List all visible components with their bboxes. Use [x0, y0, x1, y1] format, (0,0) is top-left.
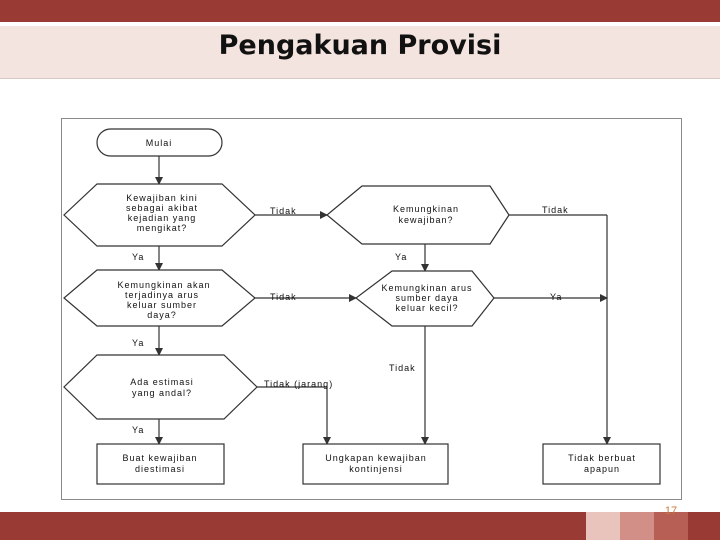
start-label: Mulai — [145, 138, 173, 148]
decision-probable-outflow — [64, 270, 255, 326]
label-ya: Ya — [132, 252, 145, 262]
outcome-do-nothing — [543, 444, 660, 484]
flowchart — [62, 119, 681, 499]
svg-text:Ungkapan kewajiban: Ungkapan kewajiban — [325, 453, 427, 463]
decision-reliable-estimate — [64, 355, 257, 419]
label-tidak: Tidak — [270, 206, 297, 216]
svg-text:kejadian yang: kejadian yang — [127, 213, 197, 223]
svg-text:Tidak berbuat: Tidak berbuat — [568, 453, 636, 463]
svg-text:Kewajiban kini: Kewajiban kini — [126, 193, 198, 203]
svg-text:diestimasi: diestimasi — [134, 464, 186, 474]
svg-text:terjadinya arus: terjadinya arus — [124, 290, 200, 300]
label-ya: Ya — [395, 252, 408, 262]
outcome-recognize-provision — [97, 444, 224, 484]
svg-text:Buat kewajiban: Buat kewajiban — [122, 453, 198, 463]
outcome-disclose-contingent-liability — [303, 444, 448, 484]
start-node — [97, 129, 222, 156]
svg-text:keluar kecil?: keluar kecil? — [395, 303, 459, 313]
svg-text:sebagai akibat: sebagai akibat — [125, 203, 199, 213]
label-tidak: Tidak — [542, 205, 569, 215]
label-tidak: Tidak — [270, 292, 297, 302]
flowchart-frame — [61, 118, 682, 500]
svg-text:kontinjensi: kontinjensi — [349, 464, 403, 474]
footer-square — [586, 512, 620, 540]
slide-title: Pengakuan Provisi — [218, 30, 502, 61]
decision-remote-outflow — [356, 271, 494, 326]
decision-possible-obligation — [327, 186, 509, 244]
label-ya: Ya — [132, 425, 145, 435]
label-ya: Ya — [132, 338, 145, 348]
svg-text:yang andal?: yang andal? — [131, 388, 193, 398]
svg-text:apapun: apapun — [583, 464, 621, 474]
footer-square — [620, 512, 654, 540]
label-ya: Ya — [550, 292, 563, 302]
svg-text:keluar sumber: keluar sumber — [126, 300, 198, 310]
page-number: 17 — [664, 505, 678, 517]
svg-text:daya?: daya? — [147, 310, 177, 320]
label-tidak-jarang: Tidak (jarang) — [264, 379, 334, 389]
footer-square — [688, 512, 720, 540]
label-tidak: Tidak — [389, 363, 416, 373]
svg-text:Kemungkinan: Kemungkinan — [392, 204, 460, 214]
svg-text:Kemungkinan arus: Kemungkinan arus — [381, 283, 473, 293]
svg-text:mengikat?: mengikat? — [136, 223, 188, 233]
svg-text:Ada estimasi: Ada estimasi — [130, 377, 194, 387]
decision-present-obligation — [64, 184, 255, 246]
top-accent-bar — [0, 0, 720, 22]
svg-text:kewajiban?: kewajiban? — [398, 215, 454, 225]
svg-text:Kemungkinan akan: Kemungkinan akan — [117, 280, 211, 290]
svg-text:sumber daya: sumber daya — [395, 293, 459, 303]
